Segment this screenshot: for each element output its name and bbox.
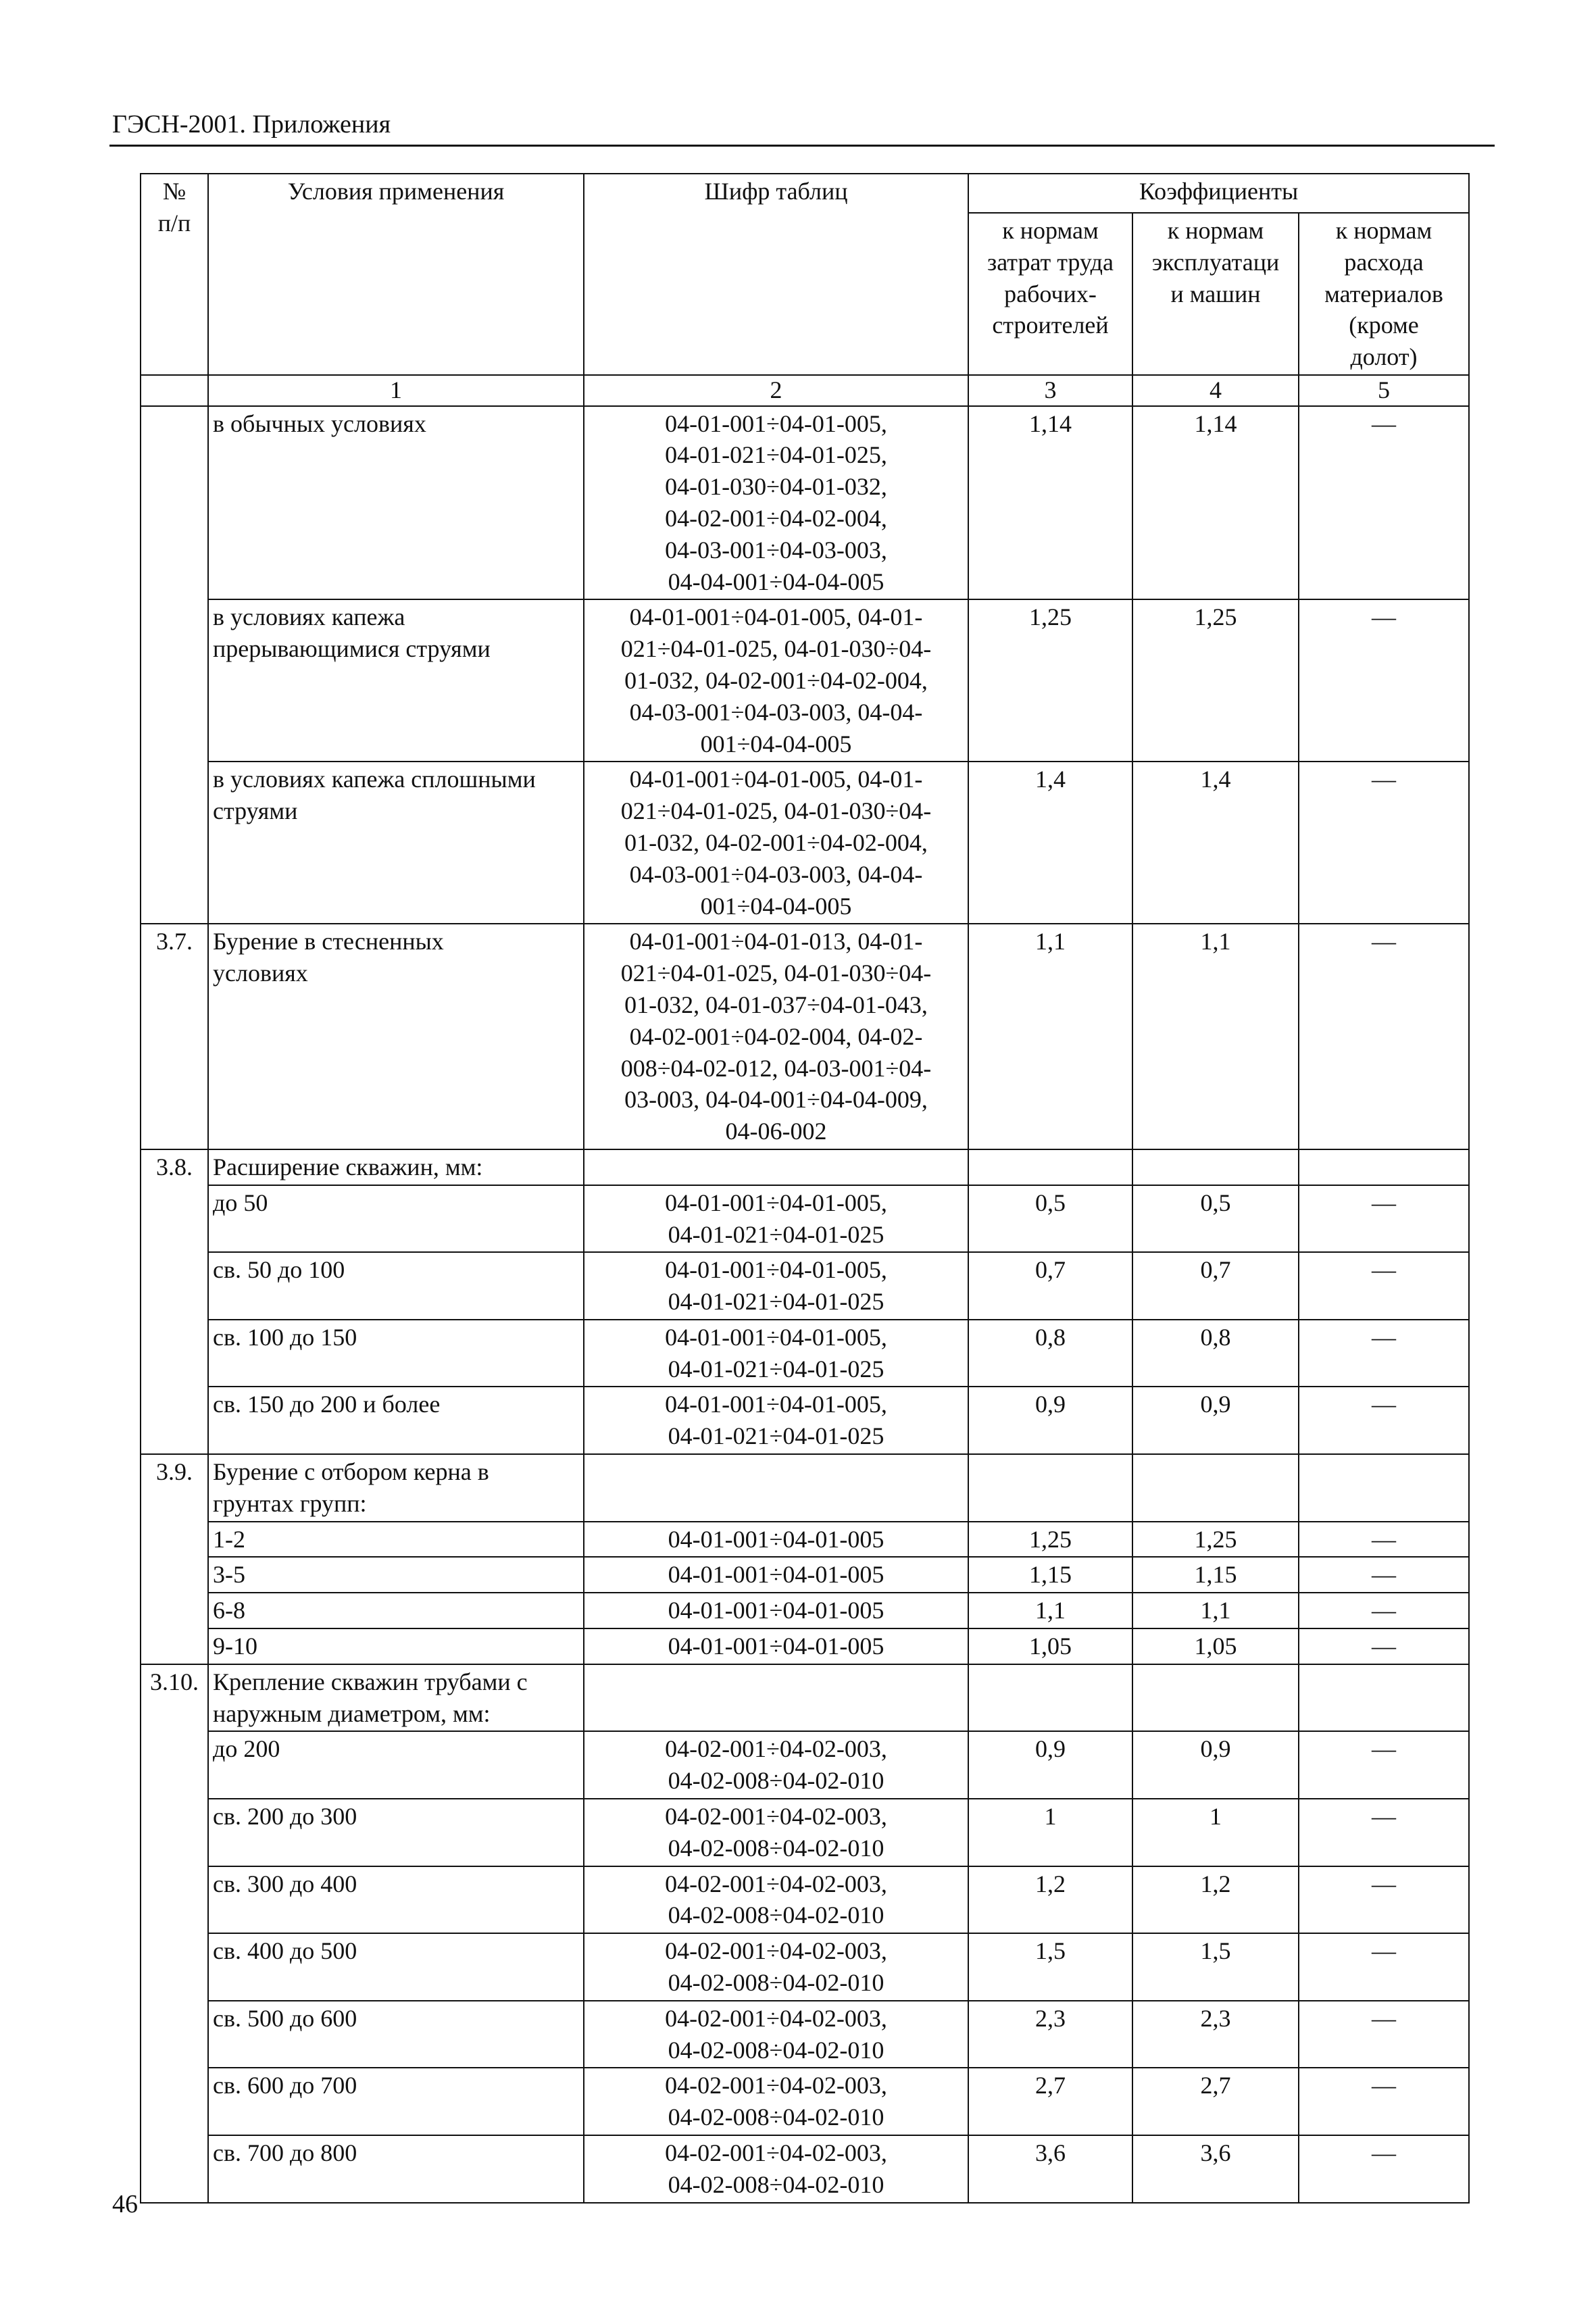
coef-machines-cell: 0,9 bbox=[1132, 1387, 1299, 1454]
table-row bbox=[141, 1454, 1469, 1522]
condition-cell: 3-5 bbox=[208, 1557, 584, 1593]
table-code-cell: 04-02-001÷04-02-003, 04-02-008÷04-02-010 bbox=[584, 2135, 968, 2203]
condition-cell: св. 50 до 100 bbox=[208, 1252, 584, 1320]
header-k-machines bbox=[1132, 213, 1299, 375]
coef-machines-cell: 0,5 bbox=[1132, 1185, 1299, 1253]
condition-cell: св. 600 до 700 bbox=[208, 2068, 584, 2135]
table-row bbox=[141, 1387, 1469, 1454]
section-number-cell bbox=[141, 406, 208, 924]
header-condition bbox=[208, 174, 584, 375]
coef-machines-cell: 2,3 bbox=[1132, 2001, 1299, 2068]
table-code-cell: 04-01-001÷04-01-005 bbox=[584, 1522, 968, 1558]
coef-machines-cell: 1,1 bbox=[1132, 1593, 1299, 1628]
table-code-cell: 04-02-001÷04-02-003, 04-02-008÷04-02-010 bbox=[584, 1799, 968, 1866]
column-number-5: 5 bbox=[1299, 375, 1469, 406]
section-number-cell: 3.10. bbox=[141, 1664, 208, 2203]
page-header-title: ГЭСН-2001. Приложения bbox=[112, 110, 391, 139]
condition-cell: св. 100 до 150 bbox=[208, 1320, 584, 1387]
coef-materials-cell: — bbox=[1299, 1731, 1469, 1799]
condition-cell: в условиях капежа сплошными струями bbox=[208, 762, 584, 924]
coef-machines-cell: 0,8 bbox=[1132, 1320, 1299, 1387]
table-row bbox=[141, 599, 1469, 762]
condition-cell: св. 500 до 600 bbox=[208, 2001, 584, 2068]
table-row bbox=[141, 924, 1469, 1149]
condition-cell: 1-2 bbox=[208, 1522, 584, 1558]
condition-cell: Бурение с отбором керна в грунтах групп: bbox=[208, 1454, 584, 1522]
table-row bbox=[141, 1557, 1469, 1593]
coef-materials-cell bbox=[1299, 1664, 1469, 1732]
table-code-cell: 04-01-001÷04-01-005, 04-01- 021÷04-01-025, 04-01-030÷04- 01-032, 04-02-001÷04-02-004, 04-03-001÷04-03-003, 04-04- 001÷04-04-005 bbox=[584, 762, 968, 924]
table-code-cell: 04-01-001÷04-01-005 bbox=[584, 1628, 968, 1664]
condition-cell: св. 150 до 200 и более bbox=[208, 1387, 584, 1454]
coef-machines-cell: 1,15 bbox=[1132, 1557, 1299, 1593]
table-row bbox=[141, 1731, 1469, 1799]
table-row bbox=[141, 1866, 1469, 1934]
table-row bbox=[141, 1664, 1469, 1732]
page-number: 46 bbox=[112, 2190, 138, 2218]
coef-labor-cell: 1,4 bbox=[968, 762, 1132, 924]
section-number-cell: 3.8. bbox=[141, 1149, 208, 1454]
table-code-cell: 04-01-001÷04-01-005, 04-01-021÷04-01-025 bbox=[584, 1185, 968, 1253]
coef-materials-cell: — bbox=[1299, 2001, 1469, 2068]
section-number-cell: 3.9. bbox=[141, 1454, 208, 1664]
table-body bbox=[141, 406, 1469, 2203]
table-code-cell: 04-01-001÷04-01-005 bbox=[584, 1557, 968, 1593]
table-code-cell: 04-02-001÷04-02-003, 04-02-008÷04-02-010 bbox=[584, 2068, 968, 2135]
coef-materials-cell bbox=[1299, 1454, 1469, 1522]
table-code-cell: 04-01-001÷04-01-005 bbox=[584, 1593, 968, 1628]
coef-labor-cell: 2,7 bbox=[968, 2068, 1132, 2135]
coef-machines-cell: 1,2 bbox=[1132, 1866, 1299, 1934]
table-row bbox=[141, 406, 1469, 600]
column-number-3: 3 bbox=[968, 375, 1132, 406]
table-code-cell bbox=[584, 1664, 968, 1732]
table-row bbox=[141, 1252, 1469, 1320]
condition-cell: св. 300 до 400 bbox=[208, 1866, 584, 1934]
header-condition-text: Условия применения bbox=[287, 178, 505, 205]
coef-labor-cell bbox=[968, 1149, 1132, 1185]
coef-materials-cell: — bbox=[1299, 2135, 1469, 2203]
coef-materials-cell: — bbox=[1299, 762, 1469, 924]
condition-cell: до 200 bbox=[208, 1731, 584, 1799]
table-row bbox=[141, 1799, 1469, 1866]
condition-cell: в обычных условиях bbox=[208, 406, 584, 600]
coef-labor-cell bbox=[968, 1454, 1132, 1522]
condition-cell: 6-8 bbox=[208, 1593, 584, 1628]
column-number-2: 2 bbox=[584, 375, 968, 406]
coef-labor-cell: 1 bbox=[968, 1799, 1132, 1866]
coef-materials-cell: — bbox=[1299, 1933, 1469, 2001]
coef-labor-cell: 1,15 bbox=[968, 1557, 1132, 1593]
table-code-cell: 04-01-001÷04-01-005, 04-01- 021÷04-01-025, 04-01-030÷04- 01-032, 04-02-001÷04-02-004, 04-03-001÷04-03-003, 04-04- 001÷04-04-005 bbox=[584, 599, 968, 762]
condition-cell: Бурение в стесненных условиях bbox=[208, 924, 584, 1149]
table-row bbox=[141, 762, 1469, 924]
coef-machines-cell: 1,05 bbox=[1132, 1628, 1299, 1664]
table-row bbox=[141, 1185, 1469, 1253]
coef-materials-cell: — bbox=[1299, 2068, 1469, 2135]
coef-labor-cell: 1,25 bbox=[968, 599, 1132, 762]
table-row bbox=[141, 1593, 1469, 1628]
coef-labor-cell: 1,25 bbox=[968, 1522, 1132, 1558]
header-k-labor bbox=[968, 213, 1132, 375]
coef-materials-cell: — bbox=[1299, 406, 1469, 600]
coef-materials-cell bbox=[1299, 1149, 1469, 1185]
coef-labor-cell: 1,2 bbox=[968, 1866, 1132, 1934]
table-code-cell: 04-01-001÷04-01-005, 04-01-021÷04-01-025, 04-01-030÷04-01-032, 04-02-001÷04-02-004, 04-03-001÷04-03-003, 04-04-001÷04-04-005 bbox=[584, 406, 968, 600]
coef-materials-cell: — bbox=[1299, 1593, 1469, 1628]
table-code-cell: 04-02-001÷04-02-003, 04-02-008÷04-02-010 bbox=[584, 2001, 968, 2068]
coef-labor-cell: 3,6 bbox=[968, 2135, 1132, 2203]
coef-labor-cell: 1,05 bbox=[968, 1628, 1132, 1664]
coef-machines-cell: 1,25 bbox=[1132, 599, 1299, 762]
table-code-cell bbox=[584, 1149, 968, 1185]
coefficients-table bbox=[140, 173, 1470, 2204]
coef-labor-cell: 1,1 bbox=[968, 924, 1132, 1149]
table-row bbox=[141, 1933, 1469, 2001]
coef-labor-cell: 0,7 bbox=[968, 1252, 1132, 1320]
coef-materials-cell: — bbox=[1299, 1557, 1469, 1593]
coef-labor-cell: 1,1 bbox=[968, 1593, 1132, 1628]
coef-machines-cell: 1,1 bbox=[1132, 924, 1299, 1149]
condition-cell: св. 200 до 300 bbox=[208, 1799, 584, 1866]
condition-cell: св. 700 до 800 bbox=[208, 2135, 584, 2203]
header-k-labor-text: к нормам затрат труда рабочих- строителей bbox=[987, 217, 1114, 339]
coef-machines-cell bbox=[1132, 1149, 1299, 1185]
condition-cell: 9-10 bbox=[208, 1628, 584, 1664]
column-number-1: 1 bbox=[208, 375, 584, 406]
table-row bbox=[141, 1320, 1469, 1387]
table-row bbox=[141, 2135, 1469, 2203]
coef-labor-cell: 0,5 bbox=[968, 1185, 1132, 1253]
table-code-cell bbox=[584, 1454, 968, 1522]
header-k-machines-text: к нормам эксплуатаци и машин bbox=[1151, 217, 1280, 307]
coef-machines-cell bbox=[1132, 1454, 1299, 1522]
condition-cell: в условиях капежа прерывающимися струями bbox=[208, 599, 584, 762]
coef-materials-cell: — bbox=[1299, 1522, 1469, 1558]
table-code-cell: 04-01-001÷04-01-005, 04-01-021÷04-01-025 bbox=[584, 1252, 968, 1320]
coef-materials-cell: — bbox=[1299, 1252, 1469, 1320]
coef-machines-cell: 1,5 bbox=[1132, 1933, 1299, 2001]
column-number-blank bbox=[141, 375, 208, 406]
header-k-materials-text: к нормам расхода материалов (кроме долот) bbox=[1324, 217, 1443, 371]
table-row bbox=[141, 1149, 1469, 1185]
table-row bbox=[141, 1628, 1469, 1664]
header-coefficients-text: Коэффициенты bbox=[1139, 178, 1299, 205]
table-code-cell: 04-02-001÷04-02-003, 04-02-008÷04-02-010 bbox=[584, 1933, 968, 2001]
coef-labor-cell: 2,3 bbox=[968, 2001, 1132, 2068]
coef-machines-cell: 3,6 bbox=[1132, 2135, 1299, 2203]
condition-cell: Крепление скважин трубами с наружным диаметром, мм: bbox=[208, 1664, 584, 1732]
coef-materials-cell: — bbox=[1299, 1866, 1469, 1934]
coef-machines-cell bbox=[1132, 1664, 1299, 1732]
coef-labor-cell bbox=[968, 1664, 1132, 1732]
coef-machines-cell: 1,14 bbox=[1132, 406, 1299, 600]
table-code-cell: 04-02-001÷04-02-003, 04-02-008÷04-02-010 bbox=[584, 1866, 968, 1934]
coef-machines-cell: 1,4 bbox=[1132, 762, 1299, 924]
coef-materials-cell: — bbox=[1299, 1387, 1469, 1454]
coef-labor-cell: 0,8 bbox=[968, 1320, 1132, 1387]
column-number-4: 4 bbox=[1132, 375, 1299, 406]
header-code bbox=[584, 174, 968, 375]
table-row bbox=[141, 2001, 1469, 2068]
coef-machines-cell: 0,7 bbox=[1132, 1252, 1299, 1320]
condition-cell: св. 400 до 500 bbox=[208, 1933, 584, 2001]
coef-machines-cell: 0,9 bbox=[1132, 1731, 1299, 1799]
table-code-cell: 04-01-001÷04-01-013, 04-01- 021÷04-01-025, 04-01-030÷04- 01-032, 04-01-037÷04-01-043, 04-02-001÷04-02-004, 04-02- 008÷04-02-012, 04-03-001÷04- 03-003, 04-04-001÷04-04-009, 04-06-002 bbox=[584, 924, 968, 1149]
coef-materials-cell: — bbox=[1299, 599, 1469, 762]
header-divider bbox=[109, 145, 1495, 147]
coef-materials-cell: — bbox=[1299, 1320, 1469, 1387]
header-num-text: № п/п bbox=[157, 178, 191, 237]
table-code-cell: 04-01-001÷04-01-005, 04-01-021÷04-01-025 bbox=[584, 1387, 968, 1454]
table-code-cell: 04-01-001÷04-01-005, 04-01-021÷04-01-025 bbox=[584, 1320, 968, 1387]
coef-materials-cell: — bbox=[1299, 1628, 1469, 1664]
header-coefficients bbox=[968, 174, 1469, 213]
table-row bbox=[141, 2068, 1469, 2135]
coef-labor-cell: 0,9 bbox=[968, 1387, 1132, 1454]
coef-machines-cell: 2,7 bbox=[1132, 2068, 1299, 2135]
condition-cell: до 50 bbox=[208, 1185, 584, 1253]
coef-labor-cell: 1,5 bbox=[968, 1933, 1132, 2001]
header-code-text: Шифр таблиц bbox=[704, 178, 848, 205]
coef-materials-cell: — bbox=[1299, 924, 1469, 1149]
header-num bbox=[141, 174, 208, 375]
coef-machines-cell: 1 bbox=[1132, 1799, 1299, 1866]
coef-labor-cell: 0,9 bbox=[968, 1731, 1132, 1799]
table-row bbox=[141, 1522, 1469, 1558]
section-number-cell: 3.7. bbox=[141, 924, 208, 1149]
coef-labor-cell: 1,14 bbox=[968, 406, 1132, 600]
coef-materials-cell: — bbox=[1299, 1799, 1469, 1866]
coef-materials-cell: — bbox=[1299, 1185, 1469, 1253]
coef-machines-cell: 1,25 bbox=[1132, 1522, 1299, 1558]
header-k-materials bbox=[1299, 213, 1469, 375]
condition-cell: Расширение скважин, мм: bbox=[208, 1149, 584, 1185]
table-code-cell: 04-02-001÷04-02-003, 04-02-008÷04-02-010 bbox=[584, 1731, 968, 1799]
